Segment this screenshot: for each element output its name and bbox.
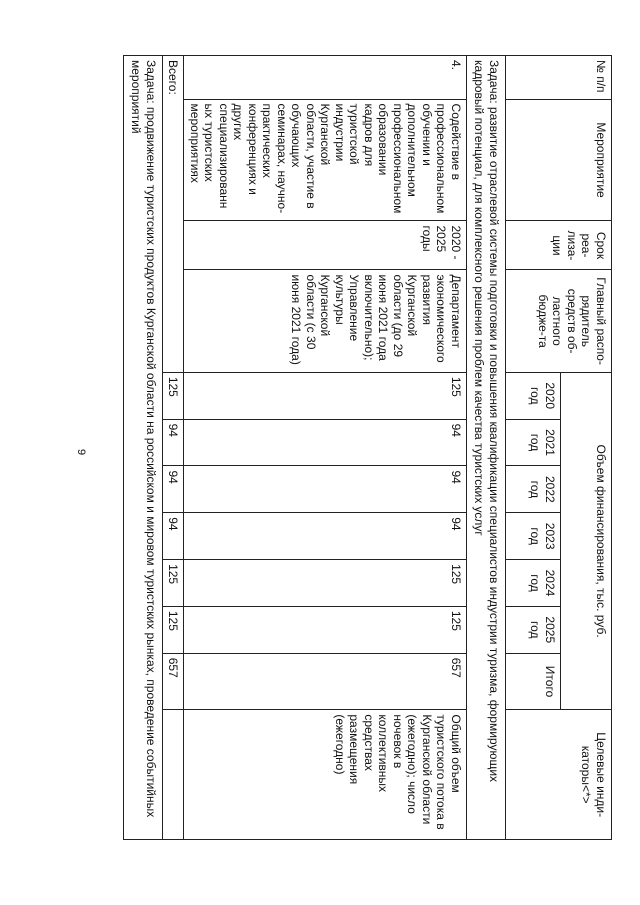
header-manager: Главный распо-рядитель средств об-ластного бюдже-та xyxy=(506,270,612,372)
total-value: 94 xyxy=(163,513,185,560)
page-number: 9 xyxy=(75,448,88,456)
task-2-text: Задача: продвижение туристских продуктов Курганской области на российском и мировом туристских рынках, проведение событийных мероприятий xyxy=(124,56,163,840)
rotated-table-sheet xyxy=(112,55,612,840)
total-targets-empty xyxy=(163,710,185,840)
header-funding: Объем финансирования, тыс. руб. xyxy=(561,372,612,710)
total-value: 125 xyxy=(163,372,185,419)
row-value: 94 xyxy=(184,466,467,513)
row-value: 94 xyxy=(184,513,467,560)
header-year: 2020 год xyxy=(506,372,561,419)
row-targets: Общий объем туристского потока в Курганской области (ежегодно); число ночевок в коллективных средствах размещения (ежегодно) xyxy=(184,710,467,840)
task-1-text: Задача: развитие отраслевой системы подготовки и повышения квалификации специалистов индустрии туризма, формирующих кадровый потенциал, для комплексного решения проблем качества туристских услуг xyxy=(467,56,506,840)
row-value: 125 xyxy=(184,560,467,607)
header-year: 2023 год xyxy=(506,513,561,560)
header-year: 2021 год xyxy=(506,419,561,466)
row-value: 94 xyxy=(184,419,467,466)
total-value: 94 xyxy=(163,419,185,466)
total-label: Всего: xyxy=(163,56,185,373)
row-event: Содействие в профессиональном обучении и дополнительном профессиональном образовании кадров для туристской индустрии Курганской области, участие в обучающих семинарах, научно-практических конференциях и других специализированных туристских мероприятиях xyxy=(184,99,467,221)
row-manager: Департамент экономического развития Курганской области (до 29 июня 2021 года включительно); Управление культуры Курганской области (с 30 июня 2021 года) xyxy=(184,270,467,372)
header-year: 2024 год xyxy=(506,560,561,607)
row-period: 2020 - 2025 годы xyxy=(184,221,467,270)
header-year: 2025 год xyxy=(506,606,561,653)
row-value: 125 xyxy=(184,372,467,419)
task-row xyxy=(124,56,163,840)
row-value: 125 xyxy=(184,606,467,653)
header-row xyxy=(561,56,612,840)
header-num: № п/п xyxy=(506,56,612,100)
header-targets: Целевые инди-каторы<*> xyxy=(506,710,612,840)
total-row xyxy=(163,56,185,840)
total-value: 125 xyxy=(163,560,185,607)
row-total: 657 xyxy=(184,653,467,710)
total-value: 125 xyxy=(163,606,185,653)
header-period: Срок реа-лиза-ции xyxy=(506,221,612,270)
header-total: Итого xyxy=(506,653,561,710)
header-year: 2022 год xyxy=(506,466,561,513)
funding-plan-table xyxy=(123,55,612,840)
total-value: 94 xyxy=(163,466,185,513)
total-sum: 657 xyxy=(163,653,185,710)
header-event: Мероприятие xyxy=(506,99,612,221)
task-row xyxy=(467,56,506,840)
row-num: 4. xyxy=(184,56,467,100)
table-row xyxy=(184,56,467,840)
